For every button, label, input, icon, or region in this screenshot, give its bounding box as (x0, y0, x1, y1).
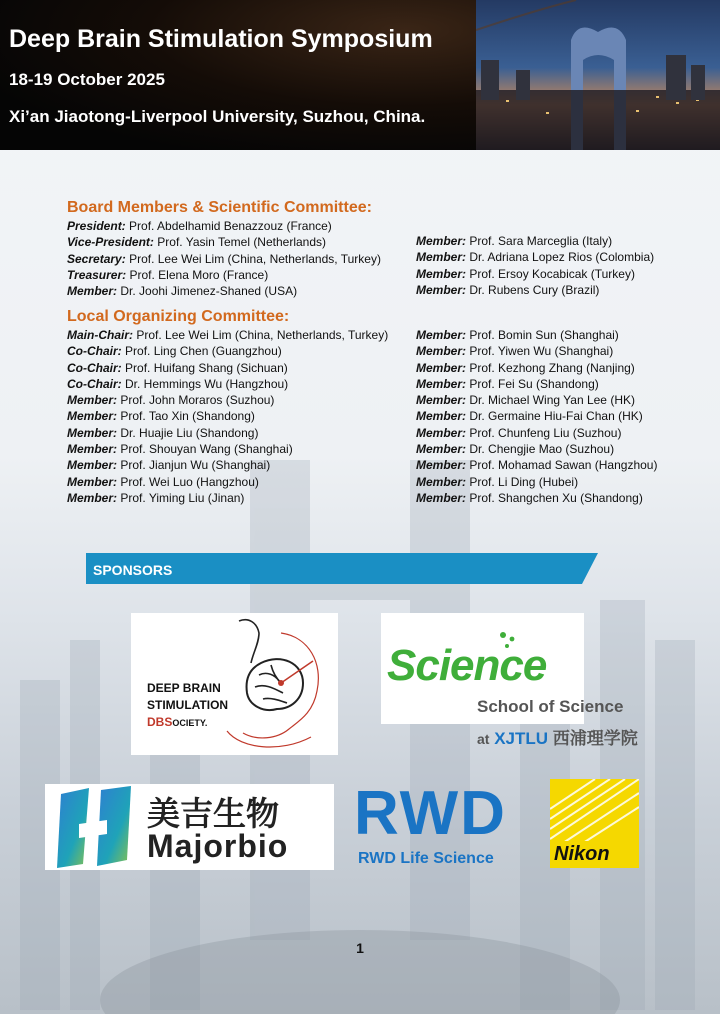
local-left-column (67, 327, 388, 506)
committee-role: Vice-President: (67, 235, 154, 250)
dbs-logo-line2: STIMULATION (147, 698, 229, 712)
committee-role: Co-Chair: (67, 376, 122, 391)
committee-role: President: (67, 219, 126, 233)
committee-person: Prof. Fei Su (Shandong) (469, 376, 599, 391)
committee-entry (416, 425, 657, 441)
suzhou-skyline-photo (476, 0, 720, 150)
nikon-name: Nikon (554, 843, 610, 865)
committee-role: Member: (416, 250, 467, 265)
committee-entry (416, 343, 657, 359)
committee-entry (67, 251, 381, 267)
committee-entry (67, 392, 388, 408)
science-xjtlu-line (477, 724, 638, 749)
committee-role: Member: (416, 409, 467, 424)
rwd-mark: RWD (354, 779, 507, 848)
committee-role: Member: (67, 425, 118, 440)
majorbio-chinese: 美吉生物 (147, 795, 279, 832)
committee-person: Prof. Yiming Liu (Jinan) (120, 490, 245, 505)
committee-person: Prof. Lee Wei Lim (China, Netherlands, Turkey) (136, 328, 389, 342)
committee-entry (67, 457, 388, 473)
board-right-column (416, 233, 654, 298)
committee-role: Co-Chair: (67, 360, 122, 375)
committee-entry (67, 234, 381, 250)
committee-role: Member: (67, 393, 118, 408)
committee-role: Member: (67, 409, 118, 424)
page-number: 1 (356, 940, 364, 956)
committee-entry (67, 490, 388, 506)
nikon-logo (550, 779, 639, 868)
dbs-logo-dbs: DBS (147, 715, 173, 729)
committee-entry (67, 425, 388, 441)
committee-role: Member: (416, 344, 467, 359)
sponsors-label: SPONSORS (93, 562, 173, 578)
committee-person: Prof. Huifang Shang (Sichuan) (125, 360, 288, 375)
committee-entry (67, 360, 388, 376)
dbs-society-logo (131, 613, 338, 755)
committee-role: Member: (416, 442, 467, 457)
committee-person: Prof. Ling Chen (Guangzhou) (125, 344, 282, 359)
committee-role: Member: (416, 360, 467, 375)
committee-role: Co-Chair: (67, 344, 122, 359)
committee-role: Member: (67, 458, 118, 473)
local-committee-heading: Local Organizing Committee: (67, 308, 290, 325)
committee-entry (416, 392, 657, 408)
board-heading: Board Members & Scientific Committee: (67, 199, 372, 216)
committee-entry (416, 441, 657, 457)
committee-entry (67, 376, 388, 392)
committee-role: Member: (67, 474, 118, 489)
committee-entry (416, 408, 657, 424)
committee-entry (416, 360, 657, 376)
committee-person: Prof. Abdelhamid Benazzouz (France) (129, 219, 332, 233)
committee-person: Prof. Yiwen Wu (Shanghai) (469, 344, 614, 359)
committee-role: Member: (416, 393, 467, 408)
committee-person: Prof. Mohamad Sawan (Hangzhou) (469, 458, 658, 473)
committee-person: Prof. Shouyan Wang (Shanghai) (120, 442, 293, 457)
committee-person: Prof. Shangchen Xu (Shandong) (469, 490, 643, 505)
committee-entry (416, 266, 654, 282)
committee-role: Member: (416, 266, 467, 281)
committee-role: Member: (416, 474, 467, 489)
committee-role: Member: (416, 282, 467, 297)
committee-person: Dr. Adriana Lopez Rios (Colombia) (469, 250, 655, 265)
committee-person: Prof. Lee Wei Lim (China, Netherlands, Turkey) (129, 251, 381, 266)
dbs-logo-society: OCIETY. (172, 718, 208, 728)
science-wordmark: Science (387, 641, 547, 690)
committee-person: Dr. Michael Wing Yan Lee (HK) (469, 393, 635, 408)
committee-role: Member: (416, 458, 467, 473)
committee-entry (416, 327, 657, 343)
committee-entry (67, 327, 388, 343)
committee-role: Main-Chair: (67, 328, 133, 342)
committee-role: Member: (67, 284, 118, 299)
event-date: 18-19 October 2025 (9, 70, 165, 89)
majorbio-logo (45, 784, 334, 870)
committee-entry (67, 267, 381, 283)
committee-person: Prof. Jianjun Wu (Shanghai) (120, 458, 271, 473)
committee-entry (67, 408, 388, 424)
committee-role: Member: (67, 442, 118, 457)
committee-entry (67, 474, 388, 490)
committee-person: Prof. Bomin Sun (Shanghai) (469, 328, 619, 342)
committee-role: Member: (416, 425, 467, 440)
committee-person: Prof. Tao Xin (Shandong) (120, 409, 255, 424)
board-left-column (67, 218, 381, 299)
committee-entry (416, 282, 654, 298)
majorbio-name: Majorbio (147, 828, 289, 864)
rwd-name: RWD Life Science (358, 850, 494, 867)
science-school-text: School of Science (477, 697, 624, 716)
committee-person: Prof. Ersoy Kocabicak (Turkey) (469, 266, 635, 281)
committee-role: Secretary: (67, 251, 126, 266)
committee-role: Treasurer: (67, 267, 127, 282)
committee-person: Dr. Joohi Jimenez-Shaned (USA) (120, 284, 298, 299)
committee-role: Member: (67, 490, 118, 505)
header-banner (0, 0, 720, 150)
committee-person: Prof. Wei Luo (Hangzhou) (120, 474, 259, 489)
science-chinese: 西浦理学院 (552, 729, 638, 748)
committee-person: Dr. Chengjie Mao (Suzhou) (469, 442, 615, 457)
committee-entry (416, 233, 654, 249)
committee-entry (67, 218, 381, 234)
committee-person: Dr. Huajie Liu (Shandong) (120, 425, 259, 440)
committee-entry (416, 376, 657, 392)
committee-person: Dr. Rubens Cury (Brazil) (469, 282, 600, 297)
committee-person: Prof. Chunfeng Liu (Suzhou) (469, 425, 622, 440)
committee-entry (416, 474, 657, 490)
committee-entry (416, 249, 654, 265)
committee-person: Prof. Elena Moro (France) (129, 267, 269, 282)
committee-role: Member: (416, 234, 467, 248)
event-title: Deep Brain Stimulation Symposium (9, 25, 433, 53)
majorbio-mark-icon (51, 784, 141, 870)
rwd-logo (354, 778, 520, 872)
committee-person: Dr. Germaine Hiu-Fai Chan (HK) (469, 409, 643, 424)
committee-entry (416, 490, 657, 506)
committee-person: Prof. Yasin Temel (Netherlands) (157, 235, 327, 250)
committee-entry (67, 441, 388, 457)
event-venue: Xi’an Jiaotong-Liverpool University, Suzhou, China. (9, 107, 426, 126)
committee-person: Prof. Sara Marceglia (Italy) (469, 234, 613, 248)
committee-entry (67, 343, 388, 359)
committee-entry (416, 457, 657, 473)
science-xjtlu: XJTLU (494, 729, 549, 748)
committee-role: Member: (416, 328, 467, 342)
committee-role: Member: (416, 376, 467, 391)
science-at: at (477, 731, 490, 747)
committee-role: Member: (416, 490, 467, 505)
committee-person: Dr. Hemmings Wu (Hangzhou) (125, 376, 289, 391)
committee-person: Prof. John Moraros (Suzhou) (120, 393, 275, 408)
committee-person: Prof. Kezhong Zhang (Nanjing) (469, 360, 635, 375)
local-right-column (416, 327, 657, 506)
committee-person: Prof. Li Ding (Hubei) (469, 474, 579, 489)
dbs-logo-line1: DEEP BRAIN (147, 681, 221, 695)
committee-entry (67, 283, 381, 299)
